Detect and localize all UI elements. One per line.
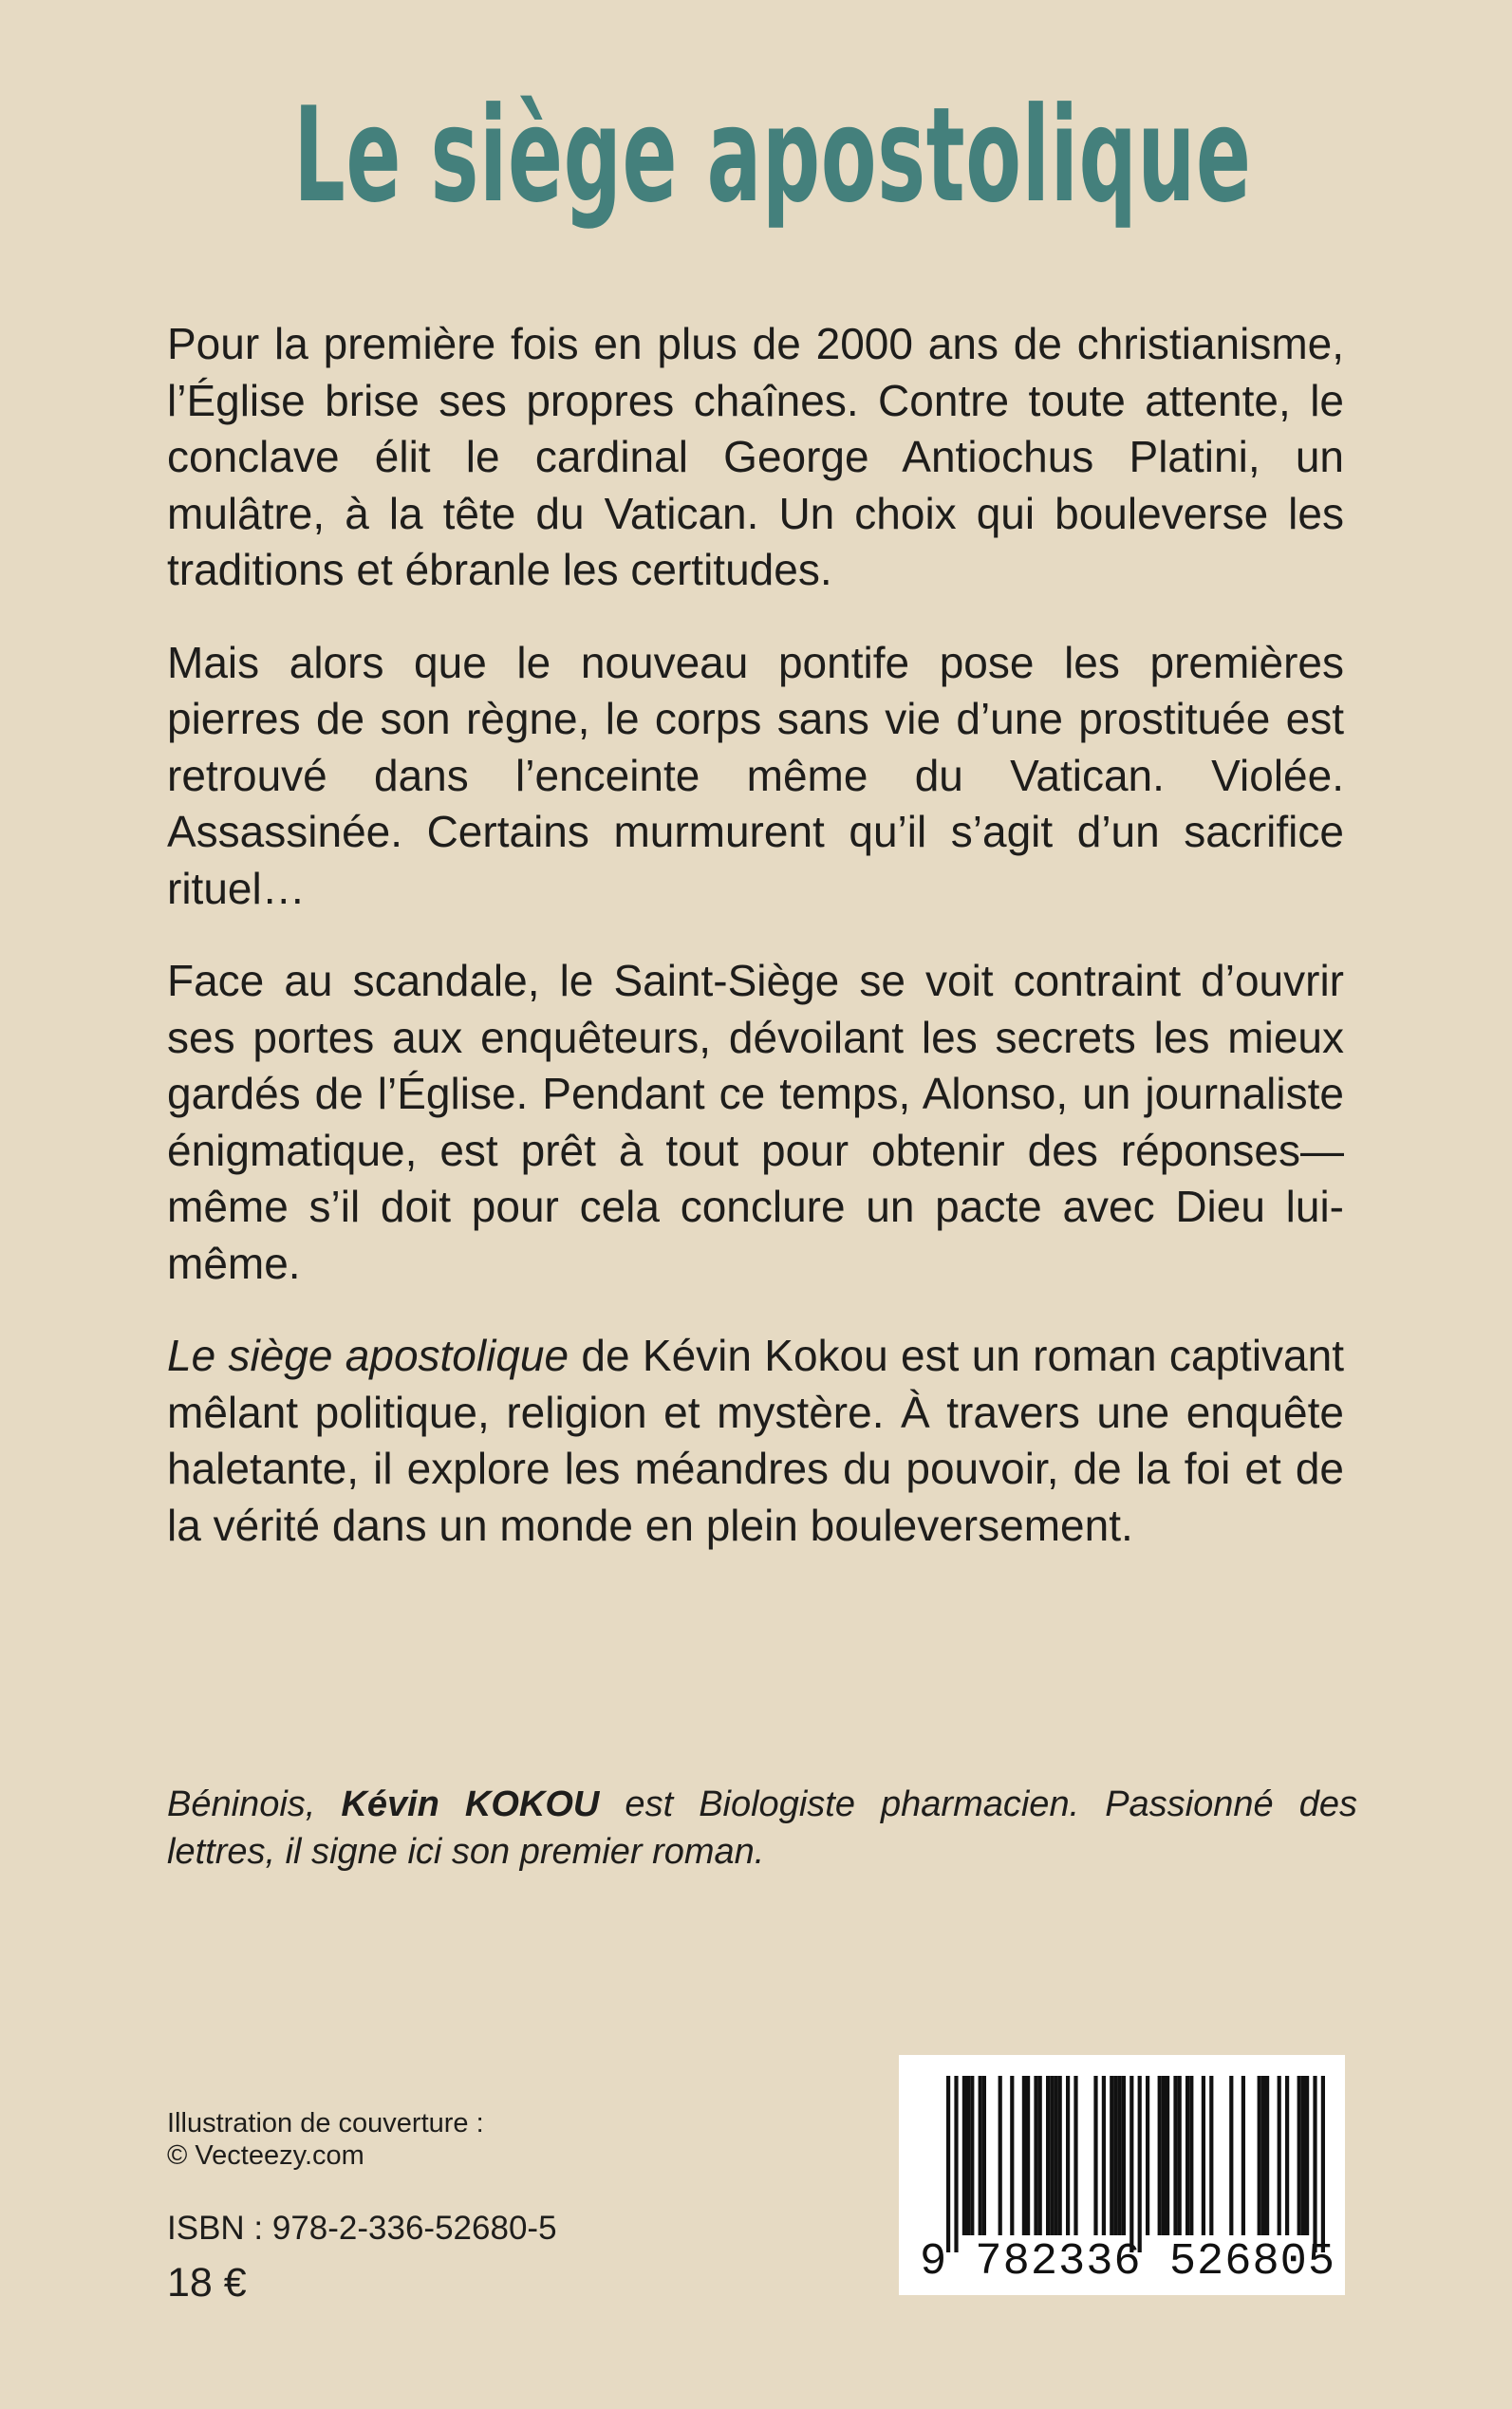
barcode-bar: [1202, 2076, 1205, 2235]
blurb-book-title: Le siège apostolique: [167, 1331, 569, 1380]
barcode-bar: [954, 2076, 958, 2252]
barcode-bar: [1038, 2076, 1042, 2235]
barcode-bar: [1166, 2076, 1169, 2235]
barcode-bar: [1258, 2076, 1261, 2235]
credits-line-2: © Vecteezy.com: [167, 2140, 364, 2171]
barcode-bar: [1321, 2076, 1325, 2252]
barcode-bar: [1297, 2076, 1301, 2235]
price: 18 €: [167, 2260, 247, 2306]
barcode-bar: [1138, 2076, 1142, 2252]
barcode-bar: [1102, 2076, 1106, 2235]
author-bio-prefix: Béninois,: [167, 1784, 342, 1824]
barcode: [899, 2055, 1345, 2295]
barcode-bar: [1305, 2076, 1309, 2235]
barcode-bar: [1301, 2076, 1305, 2235]
barcode-bar: [1313, 2076, 1316, 2252]
barcode-bar: [1162, 2076, 1166, 2235]
barcode-bar: [946, 2076, 950, 2252]
barcode-bar: [1209, 2076, 1213, 2235]
illustration-credits: [167, 2107, 484, 2172]
barcode-bar: [1278, 2076, 1281, 2235]
barcode-bar: [1022, 2076, 1026, 2235]
barcode-bar: [1122, 2076, 1126, 2235]
barcode-bar: [1261, 2076, 1265, 2235]
author-bio-text: est Biologiste pharmacien. Passionné des lettres, il signe ici son premier roman.: [167, 1784, 1357, 1872]
barcode-bar: [1050, 2076, 1054, 2235]
barcode-bar: [1010, 2076, 1014, 2235]
barcode-bar: [1118, 2076, 1122, 2235]
barcode-bar: [1285, 2076, 1289, 2235]
book-title: Le siège apostolique: [293, 79, 1252, 232]
blurb-paragraph-4: [167, 1328, 1344, 1554]
barcode-bar: [1129, 2076, 1133, 2252]
barcode-bar: [1034, 2076, 1037, 2235]
barcode-bar: [1110, 2076, 1113, 2235]
barcode-bar: [1046, 2076, 1050, 2235]
barcode-bar: [1265, 2076, 1269, 2235]
barcode-bar: [966, 2076, 970, 2235]
barcode-bar: [1054, 2076, 1057, 2235]
blurb-paragraph-4-text: de Kévin Kokou est un roman captivant mêlant politique, religion et mystère. À travers une enquête haletante, il explore les méandres du pouvoir, de la foi et de la vérité dans un monde en plein bouleversement.: [167, 1331, 1344, 1550]
barcode-bar: [1189, 2076, 1193, 2235]
barcode-bar: [1026, 2076, 1030, 2235]
author-name: Kévin KOKOU: [341, 1784, 600, 1824]
barcode-bar: [1066, 2076, 1070, 2235]
credits-line-1: Illustration de couverture :: [167, 2108, 484, 2138]
barcode-bar: [970, 2076, 974, 2235]
author-bio: [167, 1781, 1357, 1876]
barcode-bar: [1241, 2076, 1245, 2235]
barcode-bar: [1178, 2076, 1182, 2235]
barcode-bar: [1185, 2076, 1189, 2235]
barcode-bar: [1158, 2076, 1162, 2235]
barcode-bar: [1146, 2076, 1149, 2235]
isbn: ISBN : 978-2-336-52680-5: [167, 2210, 557, 2247]
barcode-bar: [962, 2076, 966, 2235]
barcode-bar: [1058, 2076, 1062, 2235]
blurb-paragraph-3: Face au scandale, le Saint-Siège se voit contraint d’ouvrir ses portes aux enquêteurs, dévoilant les secrets les mieux gardés de l’Église. Pendant ce temps, Alonso, un journaliste énigmatique, est prêt à tout pour obtenir des réponses—même s’il doit pour cela conclure un pacte avec Dieu lui-même.: [167, 956, 1344, 1288]
barcode-bar: [982, 2076, 986, 2235]
blurb-paragraph-2: Mais alors que le nouveau pontife pose les premières pierres de son règne, le corps sans vie d’une prostituée est retrouvé dans l’enceinte même du Vatican. Violée. Assassinée. Certains murmurent qu’il s’agit d’un sacrifice rituel…: [167, 637, 1344, 913]
barcode-bar: [1093, 2076, 1097, 2235]
barcode-digits: 9 782336 526805: [920, 2237, 1336, 2288]
back-cover-blurb: [167, 316, 1344, 1554]
barcode-bar: [1173, 2076, 1177, 2235]
barcode-bar: [1073, 2076, 1077, 2235]
barcode-bar: [999, 2076, 1002, 2235]
barcode-bar: [1113, 2076, 1117, 2235]
blurb-paragraph-1: Pour la première fois en plus de 2000 ans de christianisme, l’Église brise ses propres chaînes. Contre toute attente, le conclave élit le cardinal George Antiochus Platini, un mulâtre, à la tête du Vatican. Un choix qui bouleverse les traditions et ébranle les certitudes.: [167, 319, 1344, 594]
barcode-bar: [1229, 2076, 1233, 2235]
barcode-bar: [979, 2076, 982, 2235]
